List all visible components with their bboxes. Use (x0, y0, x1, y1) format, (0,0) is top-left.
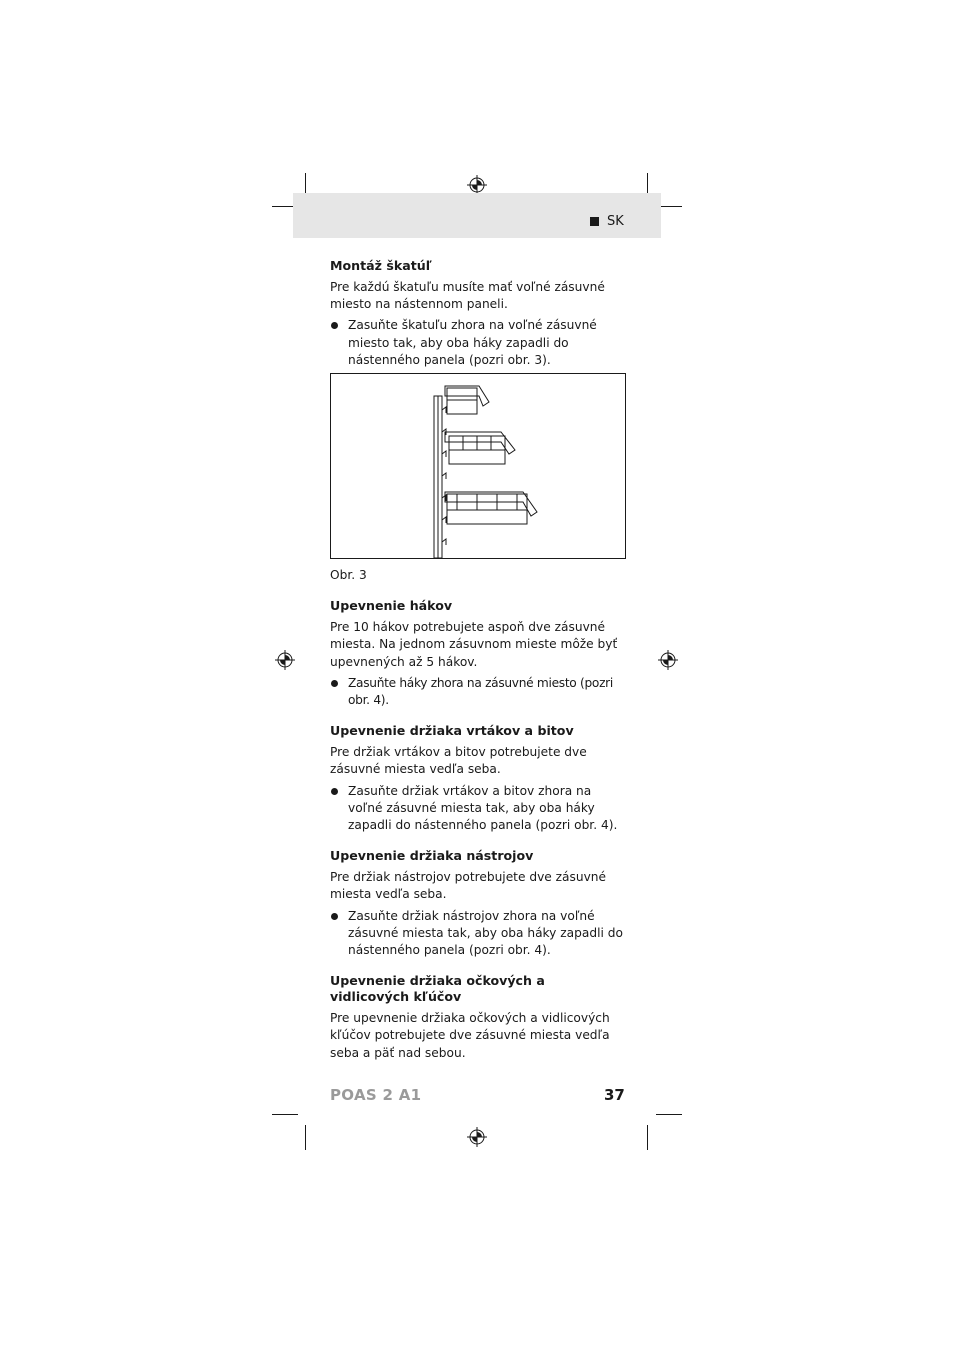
section-wrench-holder (330, 973, 626, 1062)
footer-model: POAS 2 A1 (330, 1086, 422, 1104)
registration-mark-icon (467, 1127, 487, 1147)
crop-mark (656, 1114, 682, 1115)
section-intro: Pre každú škatuľu musíte mať voľné zásuvné miesto na nástennom paneli. (330, 280, 605, 312)
section-title: Upevnenie hákov (330, 598, 453, 614)
bullet-item: Zasuňte škatuľu zhora na voľné zásuvné miesto tak, aby oba háky zapadli do nástenného panela (pozri obr. 3). (330, 317, 626, 369)
registration-mark-icon (275, 650, 295, 670)
page-number: 37 (604, 1086, 625, 1104)
bullet-item: Zasuňte držiak nástrojov zhora na voľné zásuvné miesta tak, aby oba háky zapadli do nástenného panela (pozri obr. 4). (330, 908, 626, 960)
section-title: Upevnenie držiaka nástrojov (330, 848, 534, 864)
section-mounting-boxes (330, 258, 626, 584)
square-bullet-icon (590, 217, 599, 226)
figure-caption: Obr. 3 (330, 568, 367, 583)
section-intro: Pre držiak nástrojov potrebujete dve zásuvné miesta vedľa seba. (330, 870, 607, 902)
bullet-item: Zasuňte držiak vrtákov a bitov zhora na voľné zásuvné miesta tak, aby oba háky zapadli do nástenného panela (pozri obr. 4). (330, 783, 626, 835)
bullet-item: Zasuňte háky zhora na zásuvné miesto (pozri obr. 4). (330, 675, 626, 709)
section-hooks (330, 598, 626, 709)
crop-mark (272, 1114, 298, 1115)
figure-3 (330, 373, 626, 559)
language-indicator (590, 214, 624, 229)
content-column (330, 258, 626, 1062)
crop-mark (647, 1125, 648, 1150)
registration-mark-icon (467, 175, 487, 195)
section-intro: Pre držiak vrtákov a bitov potrebujete dve zásuvné miesta vedľa seba. (330, 745, 587, 777)
wall-panel-boxes-illustration (331, 374, 625, 558)
section-title: Upevnenie držiaka vrtákov a bitov (330, 723, 574, 739)
section-title: Montáž škatúľ (330, 258, 432, 273)
language-code: SK (607, 214, 624, 229)
registration-mark-icon (658, 650, 678, 670)
section-intro: Pre 10 hákov potrebujete aspoň dve zásuvné miesta. Na jednom zásuvnom mieste môže byť upevnených až 5 hákov. (330, 620, 618, 669)
crop-mark (305, 1125, 306, 1150)
section-tool-holder (330, 848, 626, 959)
section-intro: Pre upevnenie držiaka očkových a vidlicových kľúčov potrebujete dve zásuvné miesta vedľa seba a päť nad sebou. (330, 1011, 610, 1060)
section-drill-bit-holder (330, 723, 626, 834)
section-title: Upevnenie držiaka očkových a vidlicových kľúčov (330, 973, 545, 1005)
